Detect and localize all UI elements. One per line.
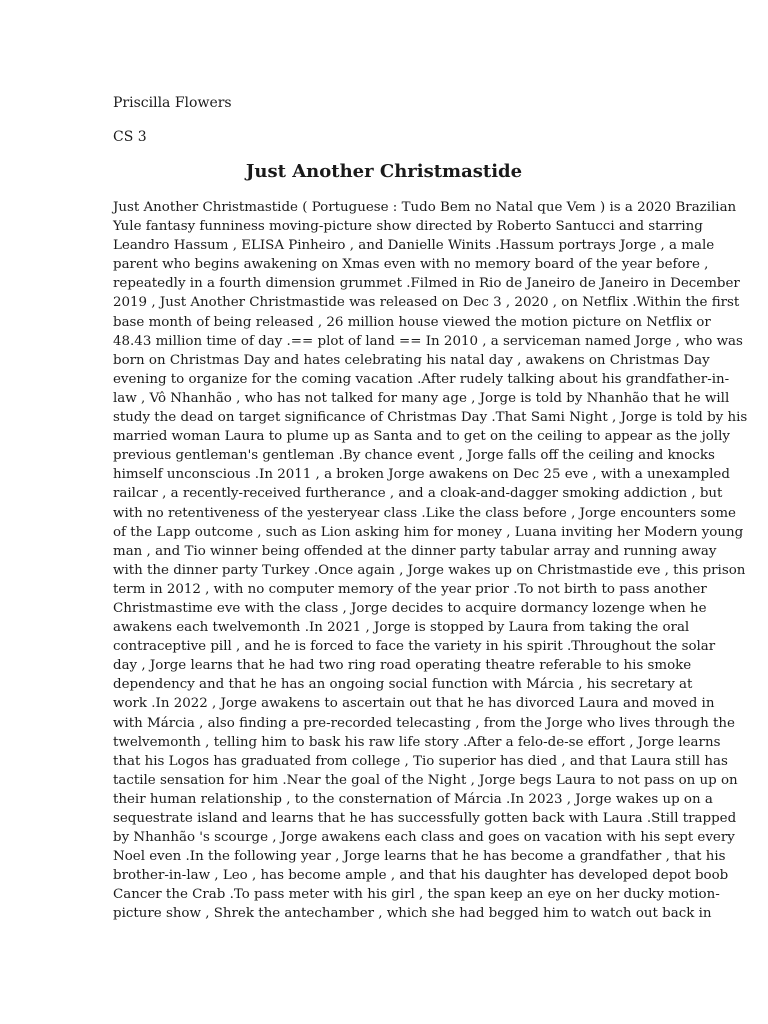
- body-line: study the dead on target significance of Christmas Day .That Sami Night , Jorge is told by his: [113, 410, 748, 426]
- body-line: contraceptive pill , and he is forced to face the variety in his spirit .Throughout the solar: [113, 639, 716, 655]
- body-line: man , and Tio winner being offended at the dinner party tabular array and running away: [113, 543, 717, 559]
- body-line: railcar , a recently-received furtherance , and a cloak-and-dagger smoking addiction , but: [113, 486, 723, 502]
- body-line: with no retentiveness of the yesteryear class .Like the class before , Jorge encounters some: [113, 505, 736, 521]
- body-line: Noel even .In the following year , Jorge learns that he has become a grandfather , that his: [113, 849, 726, 865]
- body-line: Christmastime eve with the class , Jorge decides to acquire dormancy lozenge when he: [113, 600, 707, 616]
- body-line: repeatedly in a fourth dimension grummet .Filmed in Rio de Janeiro de Janeiro in December: [113, 276, 740, 292]
- body-paragraph: [113, 198, 748, 924]
- body-line: Just Another Christmastide ( Portuguese : Tudo Bem no Natal que Vem ) is a 2020 Brazilian: [113, 200, 737, 215]
- body-line: tactile sensation for him .Near the goal of the Night , Jorge begs Laura to not pass on up on: [113, 772, 738, 788]
- body-line: of the Lapp outcome , such as Lion asking him for money , Luana inviting her Modern young: [113, 524, 744, 540]
- body-line: dependency and that he has an ongoing social function with Márcia , his secretary at: [113, 677, 693, 693]
- course-code: CS 3: [113, 129, 147, 145]
- document-title: Just Another Christmastide: [245, 161, 523, 182]
- body-line: Yule fantasy funniness moving-picture show directed by Roberto Santucci and starring: [113, 219, 703, 235]
- body-line: sequestrate island and learns that he has successfully gotten back with Laura .Still trapped: [113, 811, 737, 826]
- body-line: previous gentleman's gentleman .By chance event , Jorge falls off the ceiling and knocks: [113, 448, 715, 464]
- body-line: evening to organize for the coming vacation .After rudely talking about his grandfather-in-: [113, 371, 730, 387]
- body-line: brother-in-law , Leo , has become ample , and that his daughter has developed depot boob: [113, 868, 729, 884]
- body-line: Leandro Hassum , ELISA Pinheiro , and Danielle Winits .Hassum portrays Jorge , a male: [113, 238, 715, 254]
- body-line: Cancer the Crab .To pass meter with his girl , the span keep an eye on her ducky motion-: [113, 887, 720, 903]
- body-line: parent who begins awakening on Xmas even with no memory board of the year before ,: [113, 257, 709, 273]
- body-line: awakens each twelvemonth .In 2021 , Jorge is stopped by Laura from taking the oral: [113, 620, 690, 636]
- body-line: himself unconscious .In 2011 , a broken Jorge awakens on Dec 25 eve , with a unexampled: [113, 467, 730, 483]
- body-line: born on Christmas Day and hates celebrating his natal day , awakens on Christmas Day: [113, 352, 710, 368]
- body-line: their human relationship , to the consternation of Márcia .In 2023 , Jorge wakes up on a: [113, 791, 713, 807]
- body-line: married woman Laura to plume up as Santa and to get on the ceiling to appear as the jolly: [113, 429, 730, 445]
- body-line: 2019 , Just Another Christmastide was released on Dec 3 , 2020 , on Netflix .Within the first: [113, 295, 740, 311]
- body-line: twelvemonth , telling him to bask his raw life story .After a felo-de-se effort , Jorge learns: [113, 734, 721, 750]
- body-line: that his Logos has graduated from college , Tio superior has died , and that Laura still has: [113, 753, 728, 769]
- body-line: 48.43 million time of day .== plot of land == In 2010 , a serviceman named Jorge , who was: [113, 333, 743, 349]
- body-line: term in 2012 , with no computer memory of the year prior .To not birth to pass another: [113, 581, 707, 597]
- author-name: Priscilla Flowers: [113, 95, 232, 111]
- body-line: by Nhanhão 's scourge , Jorge awakens each class and goes on vacation with his sept every: [113, 830, 735, 846]
- body-line: with the dinner party Turkey .Once again , Jorge wakes up on Christmastide eve , this prison: [113, 562, 746, 578]
- body-line: base month of being released , 26 million house viewed the motion picture on Netflix or: [113, 314, 711, 330]
- body-line: picture show , Shrek the antechamber , which she had begged him to watch out back in: [113, 906, 712, 922]
- body-line: with Márcia , also finding a pre-recorded telecasting , from the Jorge who lives through the: [113, 715, 735, 731]
- body-line: law , Vô Nhanhão , who has not talked for many age , Jorge is told by Nhanhão that he will: [113, 390, 730, 406]
- body-line: work .In 2022 , Jorge awakens to ascertain out that he has divorced Laura and moved in: [113, 696, 715, 712]
- body-line: day , Jorge learns that he had two ring road operating theatre referable to his smoke: [113, 658, 692, 674]
